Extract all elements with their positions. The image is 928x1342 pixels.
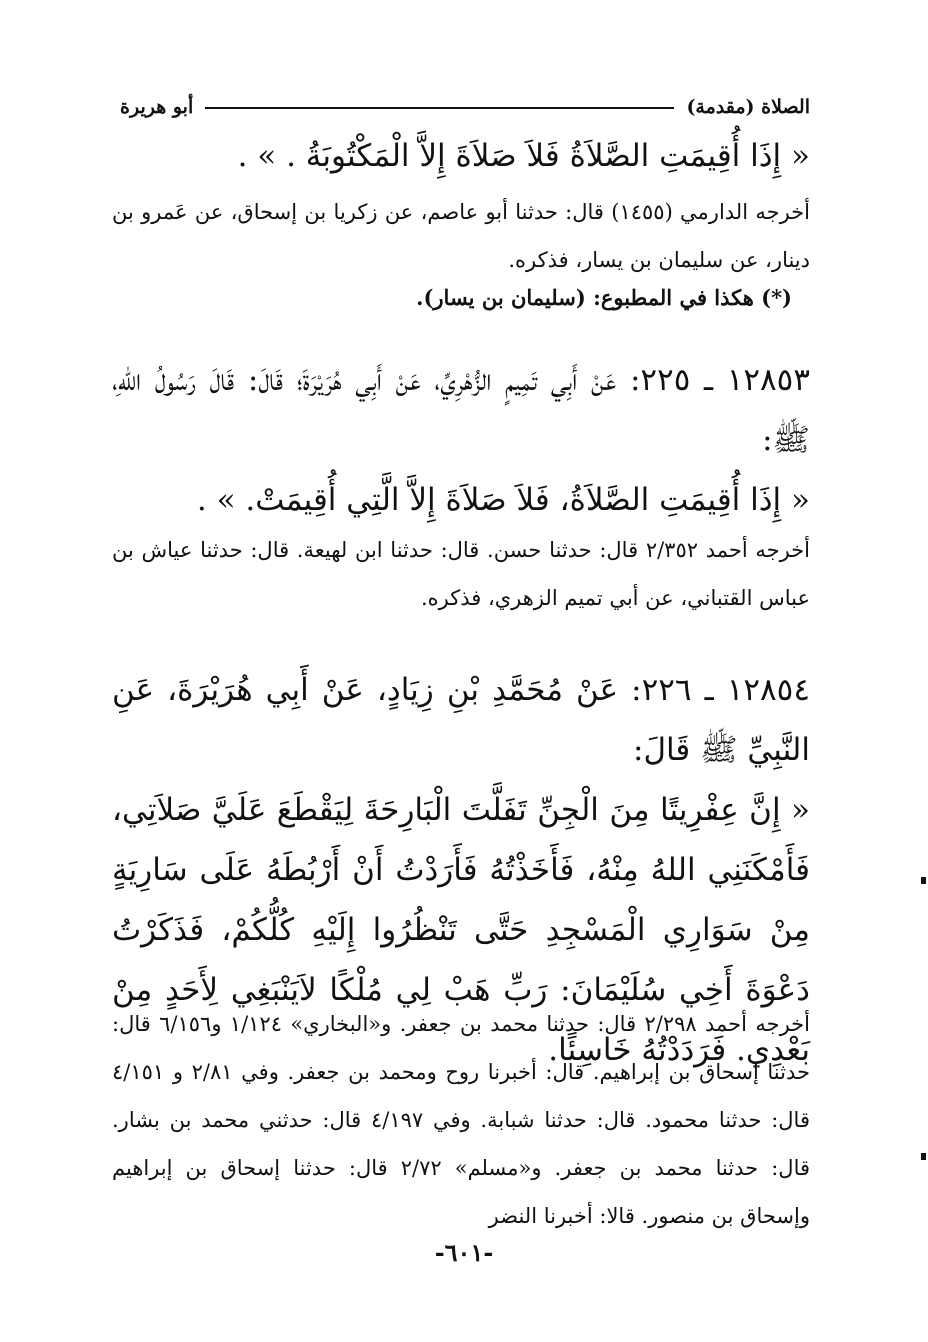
- hadith-text-matn-3: « إِنَّ عِفْرِيتًا مِنَ الْجِنِّ تَفَلَّتَ الْبَارِحَةَ لِيَقْطَعَ عَلَيَّ صَلاَتِي، فَأَمْكَنَنِي اللهُ مِنْهُ، فَأَخَذْتُهُ فَأَرَدْتُ أَنْ أَرْبُطَهُ عَلَى سَارِيَةٍ مِنْ سَوَارِي الْمَسْجِدِ حَتَّى تَنْظُرُوا إِلَيْهِ كُلُّكُمْ، فَذَكَرْتُ دَعْوَةَ أَخِي سُلَيْمَانَ: رَبِّ هَبْ لِي مُلْكًا لاَيَنْبَغِي لِأَحَدٍ مِنْ بَعْدِي. فَرَدَدْتُهُ خَاسِئًا.: [112, 792, 810, 1068]
- takhrij-paragraph-3: أخرجه أحمد ٢/٢٩٨ قال: حدثنا محمد بن جعفر. و«البخاري» ١/١٢٤ و٦/١٥٦ قال: حدثنا إسحاق بن إبراهيم. قال: أخبرنا روح ومحمد بن جعفر. وفي ٢/٨١ و ٤/١٥١ قال: حدثنا محمود. قال: حدثنا شبابة. وفي ٤/١٩٧ قال: حدثني محمد بن بشار. قال: حدثنا محمد بن جعفر. و«مسلم» ٢/٧٢ قال: حدثنا إسحاق بن إبراهيم وإسحاق بن منصور. قالا: أخبرنا النضر: [112, 1012, 811, 1228]
- header-chapter-title: الصلاة (مقدمة): [686, 96, 810, 118]
- hadith-heading-12853: ١٢٨٥٣ ـ ٢٢٥: عَنْ أَبِي تَمِيمٍ الزُّهْرِيِّ، عَنْ أَبِي هُرَيْرَةَ؛ قَالَ: قَالَ رَسُولُ اللهِ، ﷺ:: [112, 362, 810, 458]
- hadith-heading-12854: ١٢٨٥٤ ـ ٢٢٦: عَنْ مُحَمَّدِ بْنِ زِيَادٍ، عَنْ أَبِي هُرَيْرَةَ، عَنِ النَّبِيِّ ﷺ قَالَ:: [112, 672, 810, 768]
- page-number: -٦٠١-: [434, 1238, 494, 1267]
- running-header: [120, 88, 810, 118]
- header-rule: [205, 107, 674, 109]
- hadith-text-matn-2: « إِذَا أُقِيمَتِ الصَّلاَةُ، فَلاَ صَلاَةَ إِلاَّ الَّتِي أُقِيمَتْ. » .: [196, 482, 810, 518]
- hadith-text-matn-1: « إِذَا أُقِيمَتِ الصَّلاَةُ فَلاَ صَلاَةَ إِلاَّ الْمَكْتُوبَةُ . » .: [237, 138, 810, 174]
- scan-edge-mark: [921, 1153, 926, 1160]
- takhrij-paragraph-1: أخرجه الدارمي (١٤٥٥) قال: حدثنا أبو عاصم، عن زكريا بن إسحاق، عن عَمرو بن دينار، عن سليمان بن يسار، فذكره.: [112, 200, 810, 272]
- takhrij-paragraph-2: أخرجه أحمد ٢/٣٥٢ قال: حدثنا حسن. قال: حدثنا ابن لهيعة. قال: حدثنا عياش بن عباس القتباني، عن أبي تميم الزهري، فذكره.: [112, 538, 810, 610]
- scan-edge-mark: [921, 877, 926, 884]
- header-narrator-title: أبو هريرة: [120, 96, 194, 118]
- footnote: (*) هكذا في المطبوع: (سليمان بن يسار).: [416, 285, 792, 310]
